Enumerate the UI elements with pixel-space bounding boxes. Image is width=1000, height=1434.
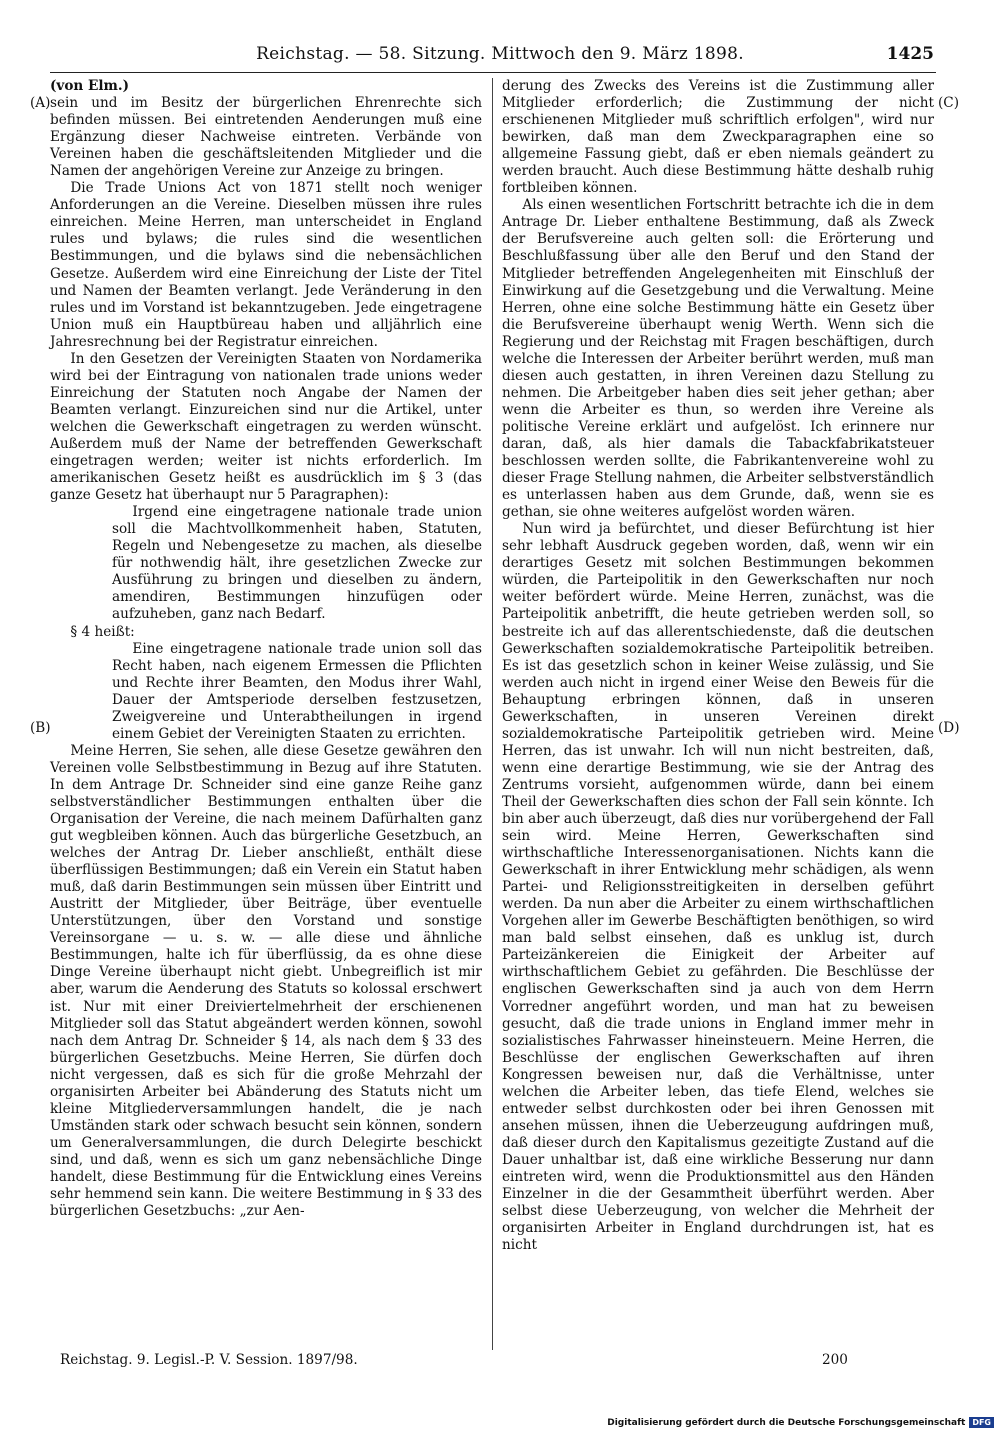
dfg-logo-icon: DFG (969, 1417, 994, 1428)
quote-block: Irgend eine eingetragene nationale trade union soll die Machtvollkommenheit haben, Statuten, Regeln und Nebengesetze zu machen, als dieselbe für nothwendig hält, ihre gesetzlichen Zwecke zur Ausführung zu bringen und dieselben zu ändern, amendiren, Bestimmungen hinzufügen oder aufzuheben, ganz nach Bedarf. (112, 504, 482, 623)
margin-marker-a: (A) (30, 95, 51, 111)
section-heading: § 4 heißt: (70, 623, 135, 640)
paragraph: In den Gesetzen der Vereinigten Staaten von Nordamerika wird bei der Eintragung von nationalen trade unions weder Einreichung der Statuten noch Angabe der Namen der Beamten verlangt. Einzureichen sind nur die Artikel, unter welchen die Gewerkschaft eingetragen zu werden wünscht. Außerdem muß der Name der betreffenden Gewerkschaft eingetragen werden; weiter ist nichts erforderlich. Im amerikanischen Gesetz heißt es ausdrücklich im § 3 (das ganze Gesetz hat überhaupt nur 5 Paragraphen): (50, 350, 482, 504)
footer-session: Reichstag. 9. Legisl.-P. V. Session. 1897/98. (60, 1352, 358, 1368)
margin-marker-b: (B) (30, 720, 51, 736)
quote-block: Eine eingetragene nationale trade union soll das Recht haben, nach eigenem Ermessen die Pflichten und Rechte ihrer Beamten, den Modus ihrer Wahl, Dauer der Amtsperiode derselben festzusetzen, Zweigvereine und Unterabtheilungen in irgend einem Gebiet der Vereinigten Staaten zu errichten. (112, 640, 482, 742)
page-number: 1425 (886, 44, 934, 64)
margin-marker-c: (C) (938, 95, 960, 111)
paragraph: Meine Herren, Sie sehen, alle diese Gesetze gewähren den Vereinen volle Selbstbestimmung in Bezug auf ihre Statuten. In dem Antrage Dr. Schneider sind eine ganze Reihe ganz selbstverständlicher Bestimmungen enthalten über die Organisation der Vereine, die nach meinem Dafürhalten ganz gut wegbleiben können. Auch das bürgerliche Gesetzbuch, an welches der Antrag Dr. Lieber anschließt, enthält diese überflüssigen Bestimmungen; daß ein Verein ein Statut haben muß, daß darin Bestimmungen sein müssen über Eintritt und Austritt der Mitglieder, über Beiträge, über eventuelle Unterstützungen, über den Vorstand und sonstige Vereinsorgane — u. s. w. — alle diese und ähnliche Bestimmungen, halte ich für überflüssig, da es ohne diese Dinge Vereine überhaupt nicht giebt. Unbegreiflich ist mir aber, warum die Aenderung des Statuts so kolossal erschwert ist. Nur mit einer Dreiviertelmehrheit der erschienenen Mitglieder soll das Statut abgeändert werden können, sowohl nach dem Antrag Dr. Schneider § 14, als nach dem § 33 des bürgerlichen Gesetzbuchs. Meine Herren, Sie dürfen doch nicht vergessen, daß es sich für die große Mehrzahl der organisirten Arbeiter bei Abänderung des Statuts nicht um kleine Mitgliederversammlungen handelt, die je nach Umständen stark oder schwach besucht sein können, sondern um Generalversammlungen, die durch Delegirte beschickt sind, und daß, wenn es sich um ganz nebensächliche Dinge handelt, diese Bestimmung für die Entwicklung eines Vereins sehr hemmend sein kann. Die weitere Bestimmung in § 33 des bürgerlichen Gesetzbuchs: „zur Aen- (50, 742, 482, 1220)
paragraph: derung des Zwecks des Vereins ist die Zustimmung aller Mitglieder erforderlich; die Zustimmung der nicht erschienenen Mitglieder muß schriftlich erfolgen", wird nur bewirken, daß man dem Zweckparagraphen eine so allgemeine Fassung giebt, daß er eben niemals geändert zu werden braucht. Auch diese Bestimmung hätte deshalb ruhig fortbleiben können. (502, 78, 934, 197)
paragraph: Die Trade Unions Act von 1871 stellt noch weniger Anforderungen an die Vereine. Dieselben müssen ihre rules einreichen. Meine Herren, man unterscheidet in England rules und bylaws; die rules sind die wesentlichen Bestimmungen, und die bylaws sind die nebensächlichen Gesetze. Außerdem wird eine Einreichung der Liste der Titel und Namen der Beamten verlangt. Jede Veränderung in den rules und im Vorstand ist bekanntzugeben. Jede eingetragene Union muß ein Hauptbüreau haben und alljährlich eine Jahresrechnung bei der Registratur einreichen. (50, 180, 482, 350)
right-column (502, 78, 934, 1254)
column-divider (492, 78, 493, 1350)
speaker-label: (von Elm.) (50, 78, 130, 94)
left-column (50, 78, 482, 1220)
header-rule (50, 72, 936, 73)
paragraph: Als einen wesentlichen Fortschritt betrachte ich die in dem Antrage Dr. Lieber enthaltene Bestimmung, daß als Zweck der Berufsvereine auch gelten soll: die Erörterung und Beschlußfassung über alle den Beruf und den Stand der Mitglieder betreffenden Angelegenheiten mit Einschluß der Einwirkung auf die Gesetzgebung und die Verwaltung. Meine Herren, ohne eine solche Bestimmung hätte ein Gesetz über die Berufsvereine überhaupt wenig Werth. Wenn sich die Regierung und der Reichstag mit Fragen beschäftigen, durch welche die Interessen der Arbeiter berührt werden, muß man diesen auch gestatten, in ihren Vereinen dazu Stellung zu nehmen. Die Arbeitgeber haben dies seit jeher gethan; aber wenn die Arbeiter es thun, so werden ihre Vereine als politische Vereine erklärt und aufgelöst. Ich erinnere nur daran, daß, als hier damals die Tabackfabrikatsteuer beschlossen werden sollte, die Fabrikantenvereine wohl zu dieser Frage Stellung nahmen, die Arbeiter selbstverständlich es unterlassen haben aus dem Grunde, daß, wenn sie es gethan, sie ohne weiteres aufgelöst worden wären. (502, 197, 934, 521)
paragraph: Nun wird ja befürchtet, und dieser Befürchtung ist hier sehr lebhaft Ausdruck gegeben worden, daß, wenn wir ein derartiges Gesetz mit solchen Bestimmungen bekommen würden, die Parteipolitik in den Gewerkschaften nur noch weiter befördert würde. Meine Herren, zunächst, was die Parteipolitik anbetrifft, die heute getrieben werden soll, so bestreite ich auf das allerentschiedenste, daß die deutschen Gewerkschaften sozialdemokratische Parteipolitik betreiben. Es ist das gesetzlich schon in keiner Weise zulässig, und Sie werden auch nicht in irgend einer Weise den Beweis für die Behauptung erbringen können, daß in unseren Gewerkschaften, in unseren Vereinen direkt sozialdemokratische Parteipolitik getrieben wird. Meine Herren, das ist unwahr. Ich will nun nicht bestreiten, daß, wenn eine derartige Bestimmung, wie sie der Antrag des Zentrums vorsieht, aufgenommen würde, dann bei einem Theil der Gewerkschaften dies schon der Fall sein könnte. Ich bin aber auch überzeugt, daß dies nur vorübergehend der Fall sein wird. Meine Herren, Gewerkschaften sind wirthschaftliche Interessenorganisationen. Nichts kann die Gewerkschaft in ihrer Entwicklung mehr schädigen, als wenn Partei- und Religionsstreitigkeiten in derselben geführt werden. Da nun aber die Arbeiter zu einem wirthschaftlichen Vorgehen aller im Gewerbe Beschäftigten benöthigen, so wird man bald selbst einsehen, daß es unklug ist, durch Parteizänkereien die Einigkeit der Arbeiter auf wirthschaftlichem Gebiet zu gefährden. Die Beschlüsse der englischen Gewerkschaften sind ja auch von dem Herrn Vorredner angeführt worden, und man hat zu beweisen gesucht, daß die trade unions in England immer mehr in sozialistisches Fahrwasser hineinsteuern. Meine Herren, die Beschlüsse der englischen Gewerkschaften auf ihren Kongressen beweisen nur, daß die Verhältnisse, unter welchen die Arbeiter leben, das tiefe Elend, welches sie entweder selbst durchkosten oder bei ihren Genossen mit ansehen müssen, ihnen die Ueberzeugung aufdringen muß, daß dieser durch den Kapitalismus gezeitigte Zustand auf die Dauer unhaltbar ist, daß eine wirkliche Besserung nur dann eintreten wird, wenn die Produktionsmittel aus den Händen Einzelner in die der Gesammtheit überführt werden. Aber selbst diese Ueberzeugung, von welcher die Mehrheit der organisirten Arbeiter in England durchdrungen ist, hat es nicht (502, 521, 934, 1254)
running-header (0, 44, 1000, 72)
dfg-credit-text: Digitalisierung gefördert durch die Deutsche Forschungsgemeinschaft (607, 1417, 966, 1428)
header-title: Reichstag. — 58. Sitzung. Mittwoch den 9. März 1898. (256, 44, 744, 64)
sheet-number: 200 (822, 1352, 848, 1368)
margin-marker-d: (D) (938, 720, 960, 736)
paragraph: sein und im Besitz der bürgerlichen Ehrenrechte sich befinden müssen. Bei eintretenden Aenderungen muß eine Ergänzung dieser Nachweise eintreten. Verbände von Vereinen haben die geschäftsleitenden Mitglieder und die Namen der angehörigen Vereine zur Anzeige zu bringen. (50, 95, 482, 180)
dfg-credit (607, 1417, 994, 1428)
